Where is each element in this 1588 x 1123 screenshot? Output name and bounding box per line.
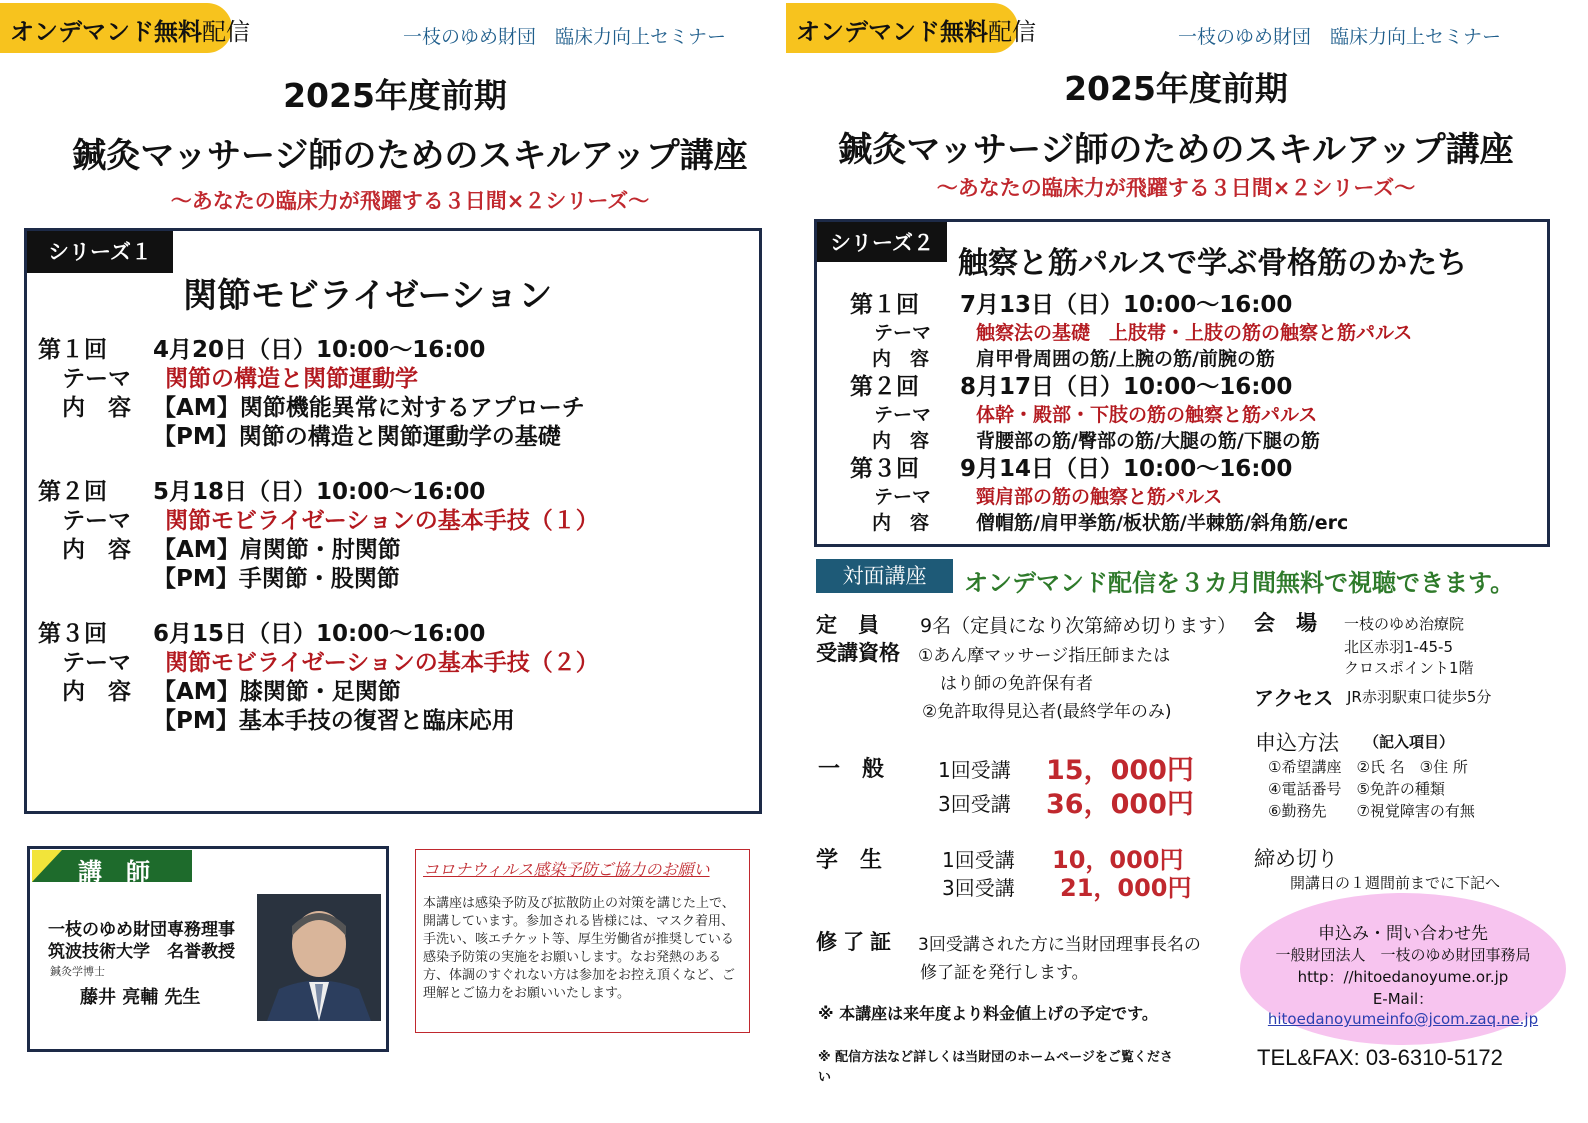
session-label: 第２回 [38,479,107,505]
content-label: 内 容 [62,395,131,421]
contact-email[interactable]: hitoedanoyumeinfo@jcom.zaq.ne.jp [1267,1010,1539,1028]
instructor-title1: 一枝のゆめ財団専務理事 [48,920,235,940]
apply-method-label: 申込方法 [1255,731,1339,755]
instructor-photo [257,894,381,1021]
price-note: ※ 本講座は来年度より料金値上げの予定です。 [818,1004,1158,1023]
session-date: 7月13日（日）10:00～16:00 [960,292,1293,318]
deadline-label: 締め切り [1254,847,1338,871]
series1-title: 関節モビライゼーション [183,276,553,316]
content-label: 内 容 [62,679,131,705]
session-content: 肩甲骨周囲の筋/上腕の筋/前腕の筋 [976,348,1275,370]
session-theme: 関節の構造と関節運動学 [165,366,418,392]
session-theme: 体幹・殿部・下肢の筋の触察と筋パルス [976,404,1318,426]
qualification-1: ①あん摩マッサージ指圧師または [918,646,1171,666]
venue-name: 一枝のゆめ治療院 [1344,615,1465,633]
contact-org: 一般財団法人 一枝のゆめ財団事務局 [1275,946,1531,964]
session-theme: 触察法の基礎 上肢帯・上肢の筋の触察と筋パルス [976,322,1413,344]
general-thrice-price: 36，000円 [1046,789,1194,820]
theme-label: テーマ [874,404,932,426]
session-content: 背腰部の筋/臀部の筋/大腿の筋/下腿の筋 [976,430,1320,452]
org-label: 一枝のゆめ財団 臨床力向上セミナー [403,26,727,48]
session-label: 第３回 [38,621,107,647]
homepage-note-end: い [818,1070,832,1085]
format-tag: 対面講座 [816,559,953,593]
instructor-title2: 筑波技術大学 名誉教授 [48,942,235,962]
student-once-price: 10，000円 [1052,846,1184,874]
series1-tag: シリーズ１ [27,231,173,273]
session-pm: 【PM】関節の構造と関節運動学の基礎 [153,424,561,450]
student-thrice-label: 3回受講 [942,876,1015,900]
notice-title: コロナウィルス感染予防ご協力のお願い [423,860,710,879]
student-label: 学 生 [816,848,883,873]
instructor-tag: 講 師 [32,850,192,882]
venue-building: クロスポイント1階 [1344,659,1474,677]
theme-label: テーマ [62,508,131,534]
general-thrice-label: 3回受講 [938,792,1011,816]
session-date: 9月14日（日）10:00～16:00 [960,456,1293,482]
portrait-image [257,894,381,1021]
ondemand-note: オンデマンド配信を３カ月間無料で視聴できます。 [964,569,1515,597]
session-am: 【AM】膝関節・足関節 [153,679,401,705]
instructor-name: 藤井 亮輔 先生 [80,987,201,1008]
contact-title: 申込み・問い合わせ先 [1318,924,1488,944]
session-label: 第３回 [850,456,919,482]
capacity-value: 9名（定員になり次第締め切ります） [920,615,1237,637]
session-content: 僧帽筋/肩甲挙筋/板状筋/半棘筋/斜角筋/erc [976,512,1349,534]
series2-title: 触察と筋パルスで学ぶ骨格筋のかたち [958,246,1468,281]
session-date: 5月18日（日）10:00～16:00 [153,479,486,505]
student-thrice-price: 21，000円 [1060,874,1192,902]
contact-email-label: E-Mail： [1372,990,1434,1008]
contact-url[interactable]: http：//hitoedanoyume.or.jp [1297,968,1509,986]
certificate-text-2: 修了証を発行します。 [920,963,1089,983]
certificate-label: 修了証 [816,930,897,954]
apply-method-sub: （記入項目） [1364,733,1455,751]
course-subtitle: ～あなたの臨床力が飛躍する３日間×２シリーズ～ [170,189,650,213]
org-label: 一枝のゆめ財団 臨床力向上セミナー [1178,26,1502,48]
student-once-label: 1回受講 [942,848,1015,872]
access-value: JR赤羽駅東口徒歩5分 [1347,688,1492,706]
session-theme: 関節モビライゼーションの基本手技（２） [165,650,599,676]
session-label: 第１回 [850,292,919,318]
series2-tag: シリーズ２ [817,222,947,262]
course-title: 鍼灸マッサージ師のためのスキルアップ講座 [72,136,748,176]
theme-label: テーマ [874,322,932,344]
session-am: 【AM】肩関節・肘関節 [153,537,401,563]
theme-label: テーマ [874,486,932,508]
content-label: 内 容 [872,430,930,452]
session-date: 4月20日（日）10:00～16:00 [153,337,486,363]
general-once-label: 1回受講 [938,758,1011,782]
capacity-label: 定 員 [816,613,879,637]
content-label: 内 容 [872,512,930,534]
ondemand-badge-text: オンデマンド無料配信 [10,18,250,46]
year-title: 2025年度前期 [283,76,507,115]
session-am: 【AM】関節機能異常に対するアプローチ [153,395,585,421]
year-title: 2025年度前期 [1064,69,1288,108]
course-title: 鍼灸マッサージ師のためのスキルアップ講座 [838,130,1514,170]
venue-label: 会 場 [1254,611,1317,635]
tag-corner-shape [32,850,62,882]
apply-items-3: ⑥勤務先 ⑦視覚障害の有無 [1268,802,1475,820]
session-theme: 頸肩部の筋の触察と筋パルス [976,486,1223,508]
session-pm: 【PM】基本手技の復習と臨床応用 [153,708,515,734]
session-date: 8月17日（日）10:00～16:00 [960,374,1293,400]
qualification-3: ②免許取得見込者(最終学年のみ) [922,702,1172,722]
session-label: 第２回 [850,374,919,400]
deadline-value: 開講日の１週間前までに下記へ [1290,874,1501,892]
certificate-text-1: 3回受講された方に当財団理事長名の [918,935,1201,955]
venue-address: 北区赤羽1-45-5 [1344,638,1453,656]
general-once-price: 15，000円 [1046,755,1194,786]
apply-items-1: ①希望講座 ②氏 名 ③住 所 [1268,758,1468,776]
session-theme: 関節モビライゼーションの基本手技（１） [165,508,599,534]
session-pm: 【PM】手関節・股関節 [153,566,400,592]
content-label: 内 容 [62,537,131,563]
session-date: 6月15日（日）10:00～16:00 [153,621,486,647]
general-label: 一 般 [818,757,885,782]
notice-body: 本講座は感染予防及び拡散防止の対策を講じた上で、開講しています。参加される皆様には、マスク着用、手洗い、咳エチケット等、厚生労働省が推奨している感染予防策の実施をお願いします。なお発熱のある方、体調のすぐれない方は参加をお控え頂くなど、ご理解とご協力をお願いいたします。 [423,896,736,1001]
theme-label: テーマ [62,366,131,392]
qualification-label: 受講資格 [816,641,900,665]
access-label: アクセス [1254,686,1334,710]
tel-fax: TEL&FAX: 03-6310-5172 [1257,1045,1503,1070]
course-subtitle: ～あなたの臨床力が飛躍する３日間×２シリーズ～ [936,176,1416,200]
homepage-note: ※ 配信方法など詳しくは当財団のホームページをご覧くださ [818,1050,1173,1065]
qualification-2: はり師の免許保有者 [940,674,1093,694]
ondemand-badge-text: オンデマンド無料配信 [796,18,1036,46]
apply-items-2: ④電話番号 ⑤免許の種類 [1268,780,1445,798]
content-label: 内 容 [872,348,930,370]
session-label: 第１回 [38,337,107,363]
instructor-degree: 鍼灸学博士 [50,965,105,978]
theme-label: テーマ [62,650,131,676]
